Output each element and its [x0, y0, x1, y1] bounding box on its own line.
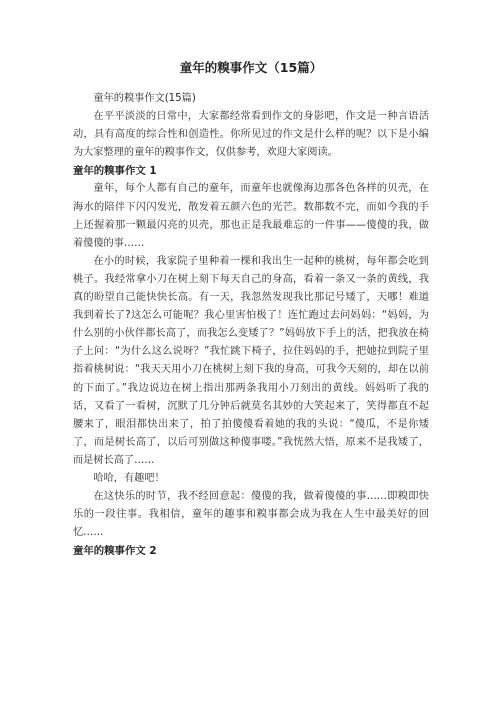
section-1-paragraph-3: 哈哈，有趣吧！ — [93, 472, 165, 484]
document-page — [73, 58, 429, 560]
document-title: 童年的糗事作文（15篇） — [179, 60, 323, 75]
section-1-paragraph-4: 在这快乐的时节，我不经回意起：傻傻的我，做着傻傻的事……即糗即快乐的一段往事。我相信，童年的趣事和糗事都会成为我在人生中最美好的回忆…… — [73, 491, 429, 539]
section-heading-2: 童年的糗事作文 2 — [73, 545, 157, 558]
section-1-paragraph-1: 童年，每个人都有自己的童年，而童年也就像海边那各色各样的贝壳，在海水的陪伴下闪闪发光，散发着五颜六色的光芒。数都数不完，而如今我的手上还握着那一颗最闪亮的贝壳，那也正是我最难忘的一件事——傻傻的我，做着傻傻的事…… — [73, 183, 429, 249]
section-1-paragraph-2: 在小的时候，我家院子里种着一棵和我出生一起种的桃树，每年都会吃到桃子。我经常拿小刀在树上刻下每天自己的身高，看着一条又一条的黄线，我真的盼望自己能快快长高。有一天，我忽然发现我比那记号矮了，天哪！难道我到着长了?这怎么可能呢？我心里害怕极了！连忙跑过去问妈妈：“妈妈，为什么别的小伙伴都长高了，而我怎么变矮了？”妈妈放下手上的活，把我放在椅子上问：“为什么这么说呀？”我忙跳下椅子，拉住妈妈的手，把她拉到院子里指着桃树说：“我天天用小刀在桃树上刻下我的身高，可我今天刻的，却在以前的下面了。”我边说边在树上指出那两条我用小刀刻出的黄线。妈妈听了我的话，又看了一看树，沉默了几分钟后就莫名其妙的大笑起来了，笑得都直不起腰来了，眼泪都快出来了，拍了拍傻傻看着她的我的头说：“傻瓜，不是你矮了，而是树长高了，以后可别做这种傻事喽。”我恍然大悟，原来不是我矮了，而是树长高了…… — [73, 255, 429, 466]
section-heading-1: 童年的糗事作文 1 — [73, 165, 157, 178]
document-subtitle: 童年的糗事作文(15篇) — [93, 93, 196, 104]
intro-paragraph: 在平平淡淡的日常中，大家都经常看到作文的身影吧，作文是一种言语活动，具有高度的综合性和创造性。你所见过的作文是什么样的呢？以下是小编为大家整理的童年的糗事作文，仅供参考，欢迎大家阅读。 — [73, 111, 429, 159]
